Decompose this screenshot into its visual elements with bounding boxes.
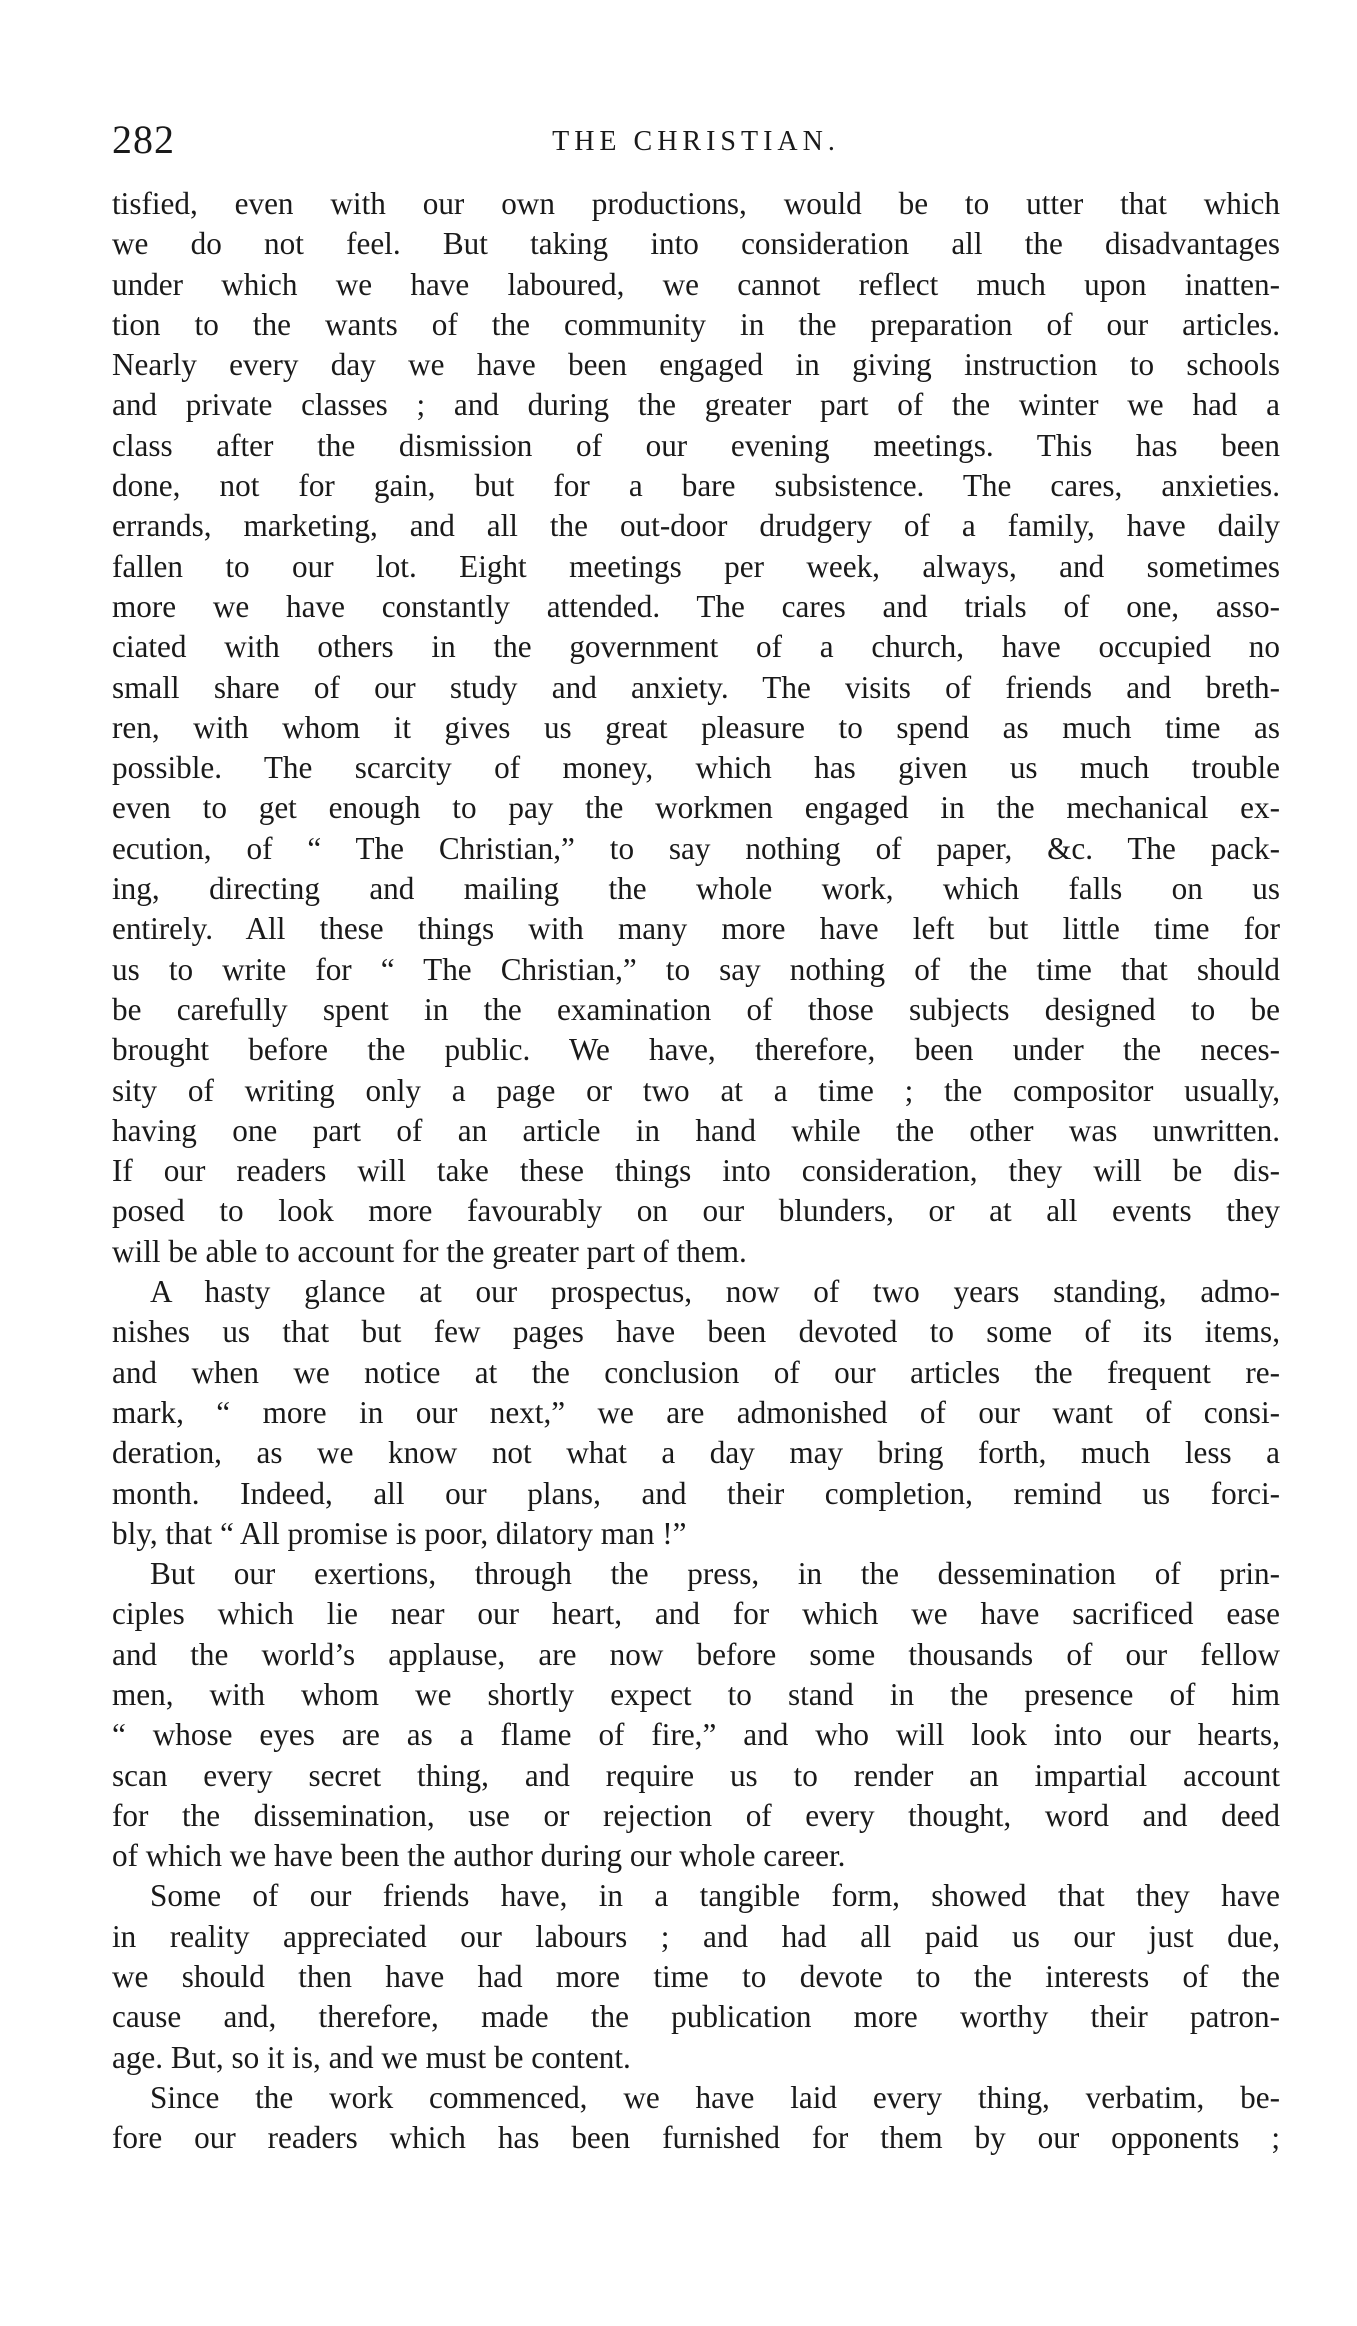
text-line: Some of our friends have, in a tangible form, showed that they have <box>150 1878 1280 1914</box>
text-line: done, not for gain, but for a bare subsistence. The cares, anxieties. <box>112 468 1280 504</box>
text-line: possible. The scarcity of money, which has given us much trouble <box>112 750 1280 786</box>
text-line: bly, that “ All promise is poor, dilatory man !” <box>112 1515 687 1551</box>
text-line: even to get enough to pay the workmen engaged in the mechanical ex- <box>112 790 1280 826</box>
paragraph <box>112 2078 1280 2159</box>
text-line: having one part of an article in hand while the other was unwritten. <box>112 1112 1280 1148</box>
running-title: THE CHRISTIAN. <box>552 126 840 157</box>
text-line: ecution, of “ The Christian,” to say nothing of paper, &c. The pack- <box>112 830 1280 866</box>
text-line: will be able to account for the greater part of them. <box>112 1233 747 1269</box>
page-header <box>112 118 1280 162</box>
text-line: small share of our study and anxiety. The visits of friends and breth- <box>112 669 1280 705</box>
text-line: ing, directing and mailing the whole work, which falls on us <box>112 871 1280 907</box>
paragraph <box>112 1272 1280 1554</box>
text-line: we do not feel. But taking into consideration all the disadvantages <box>112 226 1280 262</box>
text-line: Since the work commenced, we have laid every thing, verbatim, be- <box>150 2079 1280 2115</box>
text-line: ciated with others in the government of a church, have occupied no <box>112 629 1280 665</box>
text-line: men, with whom we shortly expect to stand in the presence of him <box>112 1676 1280 1712</box>
text-line: fallen to our lot. Eight meetings per week, always, and sometimes <box>112 548 1280 584</box>
text-line: cause and, therefore, made the publication more worthy their patron- <box>112 1999 1280 2035</box>
text-line: more we have constantly attended. The cares and trials of one, asso- <box>112 588 1280 624</box>
text-line: and private classes ; and during the greater part of the winter we had a <box>112 387 1280 423</box>
text-line: scan every secret thing, and require us to render an impartial account <box>112 1757 1280 1793</box>
text-line: month. Indeed, all our plans, and their completion, remind us forci- <box>112 1475 1280 1511</box>
text-line: entirely. All these things with many more have left but little time for <box>112 911 1280 947</box>
text-line: sity of writing only a page or two at a time ; the compositor usually, <box>112 1072 1280 1108</box>
text-line: and when we notice at the conclusion of our articles the frequent re- <box>112 1354 1280 1390</box>
text-line: A hasty glance at our prospectus, now of two years standing, admo- <box>150 1274 1280 1310</box>
body-text <box>112 184 1280 2159</box>
paragraph <box>112 1876 1280 2077</box>
text-line: But our exertions, through the press, in the dessemination of prin- <box>150 1556 1280 1592</box>
text-line: posed to look more favourably on our blunders, or at all events they <box>112 1193 1280 1229</box>
text-line: nishes us that but few pages have been devoted to some of its items, <box>112 1314 1280 1350</box>
text-line: tisfied, even with our own productions, would be to utter that which <box>112 186 1280 221</box>
text-line: brought before the public. We have, therefore, been under the neces- <box>112 1032 1280 1068</box>
text-line: we should then have had more time to devote to the interests of the <box>112 1959 1280 1995</box>
text-line: ciples which lie near our heart, and for which we have sacrificed ease <box>112 1596 1280 1632</box>
text-line: us to write for “ The Christian,” to say nothing of the time that should <box>112 951 1280 987</box>
text-line: fore our readers which has been furnished for them by our opponents ; <box>112 2120 1280 2156</box>
text-line: If our readers will take these things into consideration, they will be dis- <box>112 1153 1280 1189</box>
text-line: be carefully spent in the examination of those subjects designed to be <box>112 991 1280 1027</box>
text-line: errands, marketing, and all the out-door drudgery of a family, have daily <box>112 508 1280 544</box>
text-line: Nearly every day we have been engaged in giving instruction to schools <box>112 347 1280 383</box>
text-line: class after the dismission of our evening meetings. This has been <box>112 427 1280 463</box>
text-line: of which we have been the author during our whole career. <box>112 1838 846 1874</box>
text-line: age. But, so it is, and we must be content. <box>112 2039 631 2075</box>
text-line: mark, “ more in our next,” we are admonished of our want of consi- <box>112 1394 1280 1430</box>
text-line: under which we have laboured, we cannot reflect much upon inatten- <box>112 266 1280 302</box>
text-line: for the dissemination, use or rejection of every thought, word and deed <box>112 1797 1280 1833</box>
text-line: deration, as we know not what a day may bring forth, much less a <box>112 1435 1280 1471</box>
paragraph <box>112 1554 1280 1876</box>
text-line: ren, with whom it gives us great pleasure to spend as much time as <box>112 709 1280 745</box>
text-line: in reality appreciated our labours ; and had all paid us our just due, <box>112 1918 1280 1954</box>
paragraph <box>112 184 1280 1272</box>
text-line: tion to the wants of the community in the preparation of our articles. <box>112 306 1280 342</box>
page-number: 282 <box>112 117 175 162</box>
text-line: and the world’s applause, are now before some thousands of our fellow <box>112 1636 1280 1672</box>
text-line: “ whose eyes are as a flame of fire,” and who will look into our hearts, <box>112 1717 1280 1753</box>
